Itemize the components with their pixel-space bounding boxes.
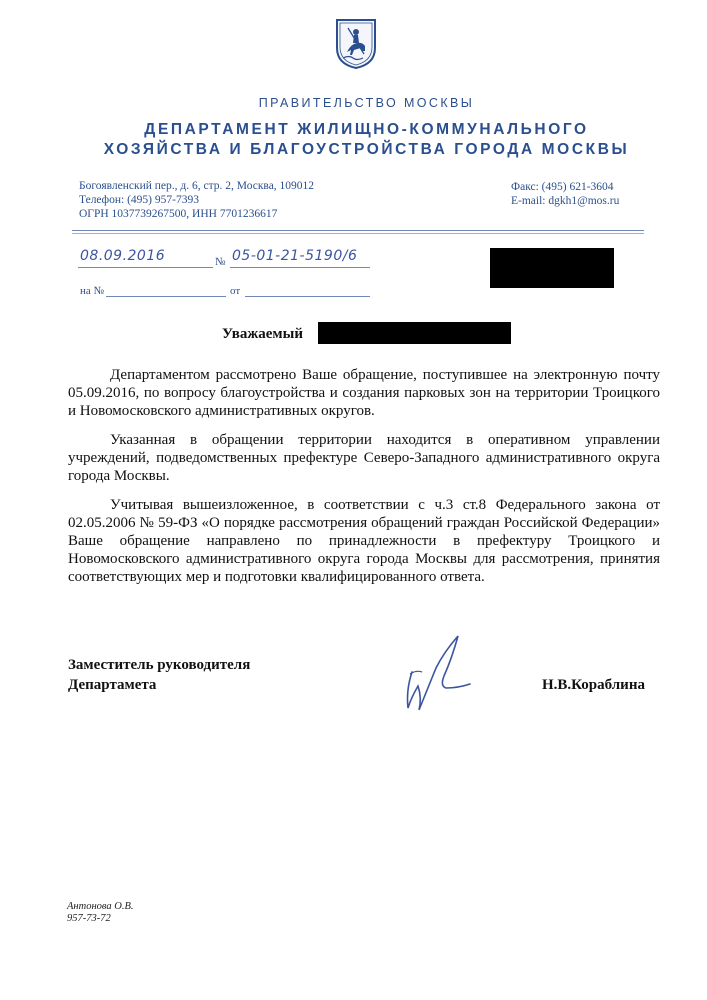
phone: Телефон: (495) 957-7393: [79, 194, 199, 206]
name-redaction: [318, 322, 511, 344]
letterhead-divider: [72, 230, 644, 231]
moscow-coat-of-arms-emblem: [335, 18, 377, 70]
body-paragraph-1: Департаментом рассмотрено Ваше обращение, поступившее на электронную почту 05.09.2016, по вопросу благоустройства и создания парковых зон на территории Троицкого и Новомосковского административных округов.: [68, 367, 660, 419]
reference-prefix: на №: [80, 285, 105, 297]
reference-date-line: [245, 296, 370, 297]
executor-block: [67, 901, 134, 925]
government-name: ПРАВИТЕЛЬСТВО МОСКВЫ: [258, 96, 475, 110]
reference-number-line: [106, 296, 226, 297]
date-underline: [78, 267, 213, 268]
number-sign: №: [215, 256, 226, 268]
contact-block-right: [511, 180, 619, 208]
body-paragraph-2: Указанная в обращении территории находится в оперативном управлении учреждений, подведомственных префектуре Северо-Западного административного округа города Москвы.: [68, 432, 660, 484]
letter-body: [68, 366, 660, 586]
body-paragraph-3: Учитывая вышеизложенное, в соответствии с ч.3 ст.8 Федерального закона от 02.05.2006 № 59-ФЗ «О порядке рассмотрения обращений граждан Российской Федерации» Ваше обращение направлено по принадлежности в префектуру Троицкого и Новомосковского административного округа города Москвы для рассмотрения, принятия соответствующих мер и подготовки квалифицированного ответа.: [68, 497, 660, 585]
reference-from-label: от: [230, 285, 241, 297]
department-name-line1: ДЕПАРТАМЕНТ ЖИЛИЩНО-КОММУНАЛЬНОГО: [144, 121, 589, 138]
executor-phone: 957-73-72: [67, 913, 111, 924]
email: E-mail: dgkh1@mos.ru: [511, 195, 620, 207]
handwritten-signature: [392, 628, 482, 718]
addressee-redaction: [490, 248, 614, 288]
signatory-position-line1: Заместитель руководителя: [68, 657, 251, 673]
registration-ids: ОГРН 1037739267500, ИНН 7701236617: [79, 208, 278, 220]
outgoing-number: 05-01-21-5190/6: [232, 248, 358, 264]
number-underline: [230, 267, 370, 268]
letterhead-divider-secondary: [72, 233, 644, 234]
salutation: Уважаемый: [222, 326, 303, 342]
department-name-line2: ХОЗЯЙСТВА И БЛАГОУСТРОЙСТВА ГОРОДА МОСКВЫ: [103, 141, 630, 158]
contact-block-left: [79, 179, 314, 221]
signatory-position-line2: Департамета: [68, 677, 157, 693]
signatory-name: Н.В.Кораблина: [542, 677, 645, 693]
fax: Факс: (495) 621-3604: [511, 181, 614, 193]
outgoing-date: 08.09.2016: [80, 248, 166, 264]
executor-name: Антонова О.В.: [67, 901, 134, 912]
address: Богоявленский пер., д. 6, стр. 2, Москва, 109012: [79, 180, 315, 192]
